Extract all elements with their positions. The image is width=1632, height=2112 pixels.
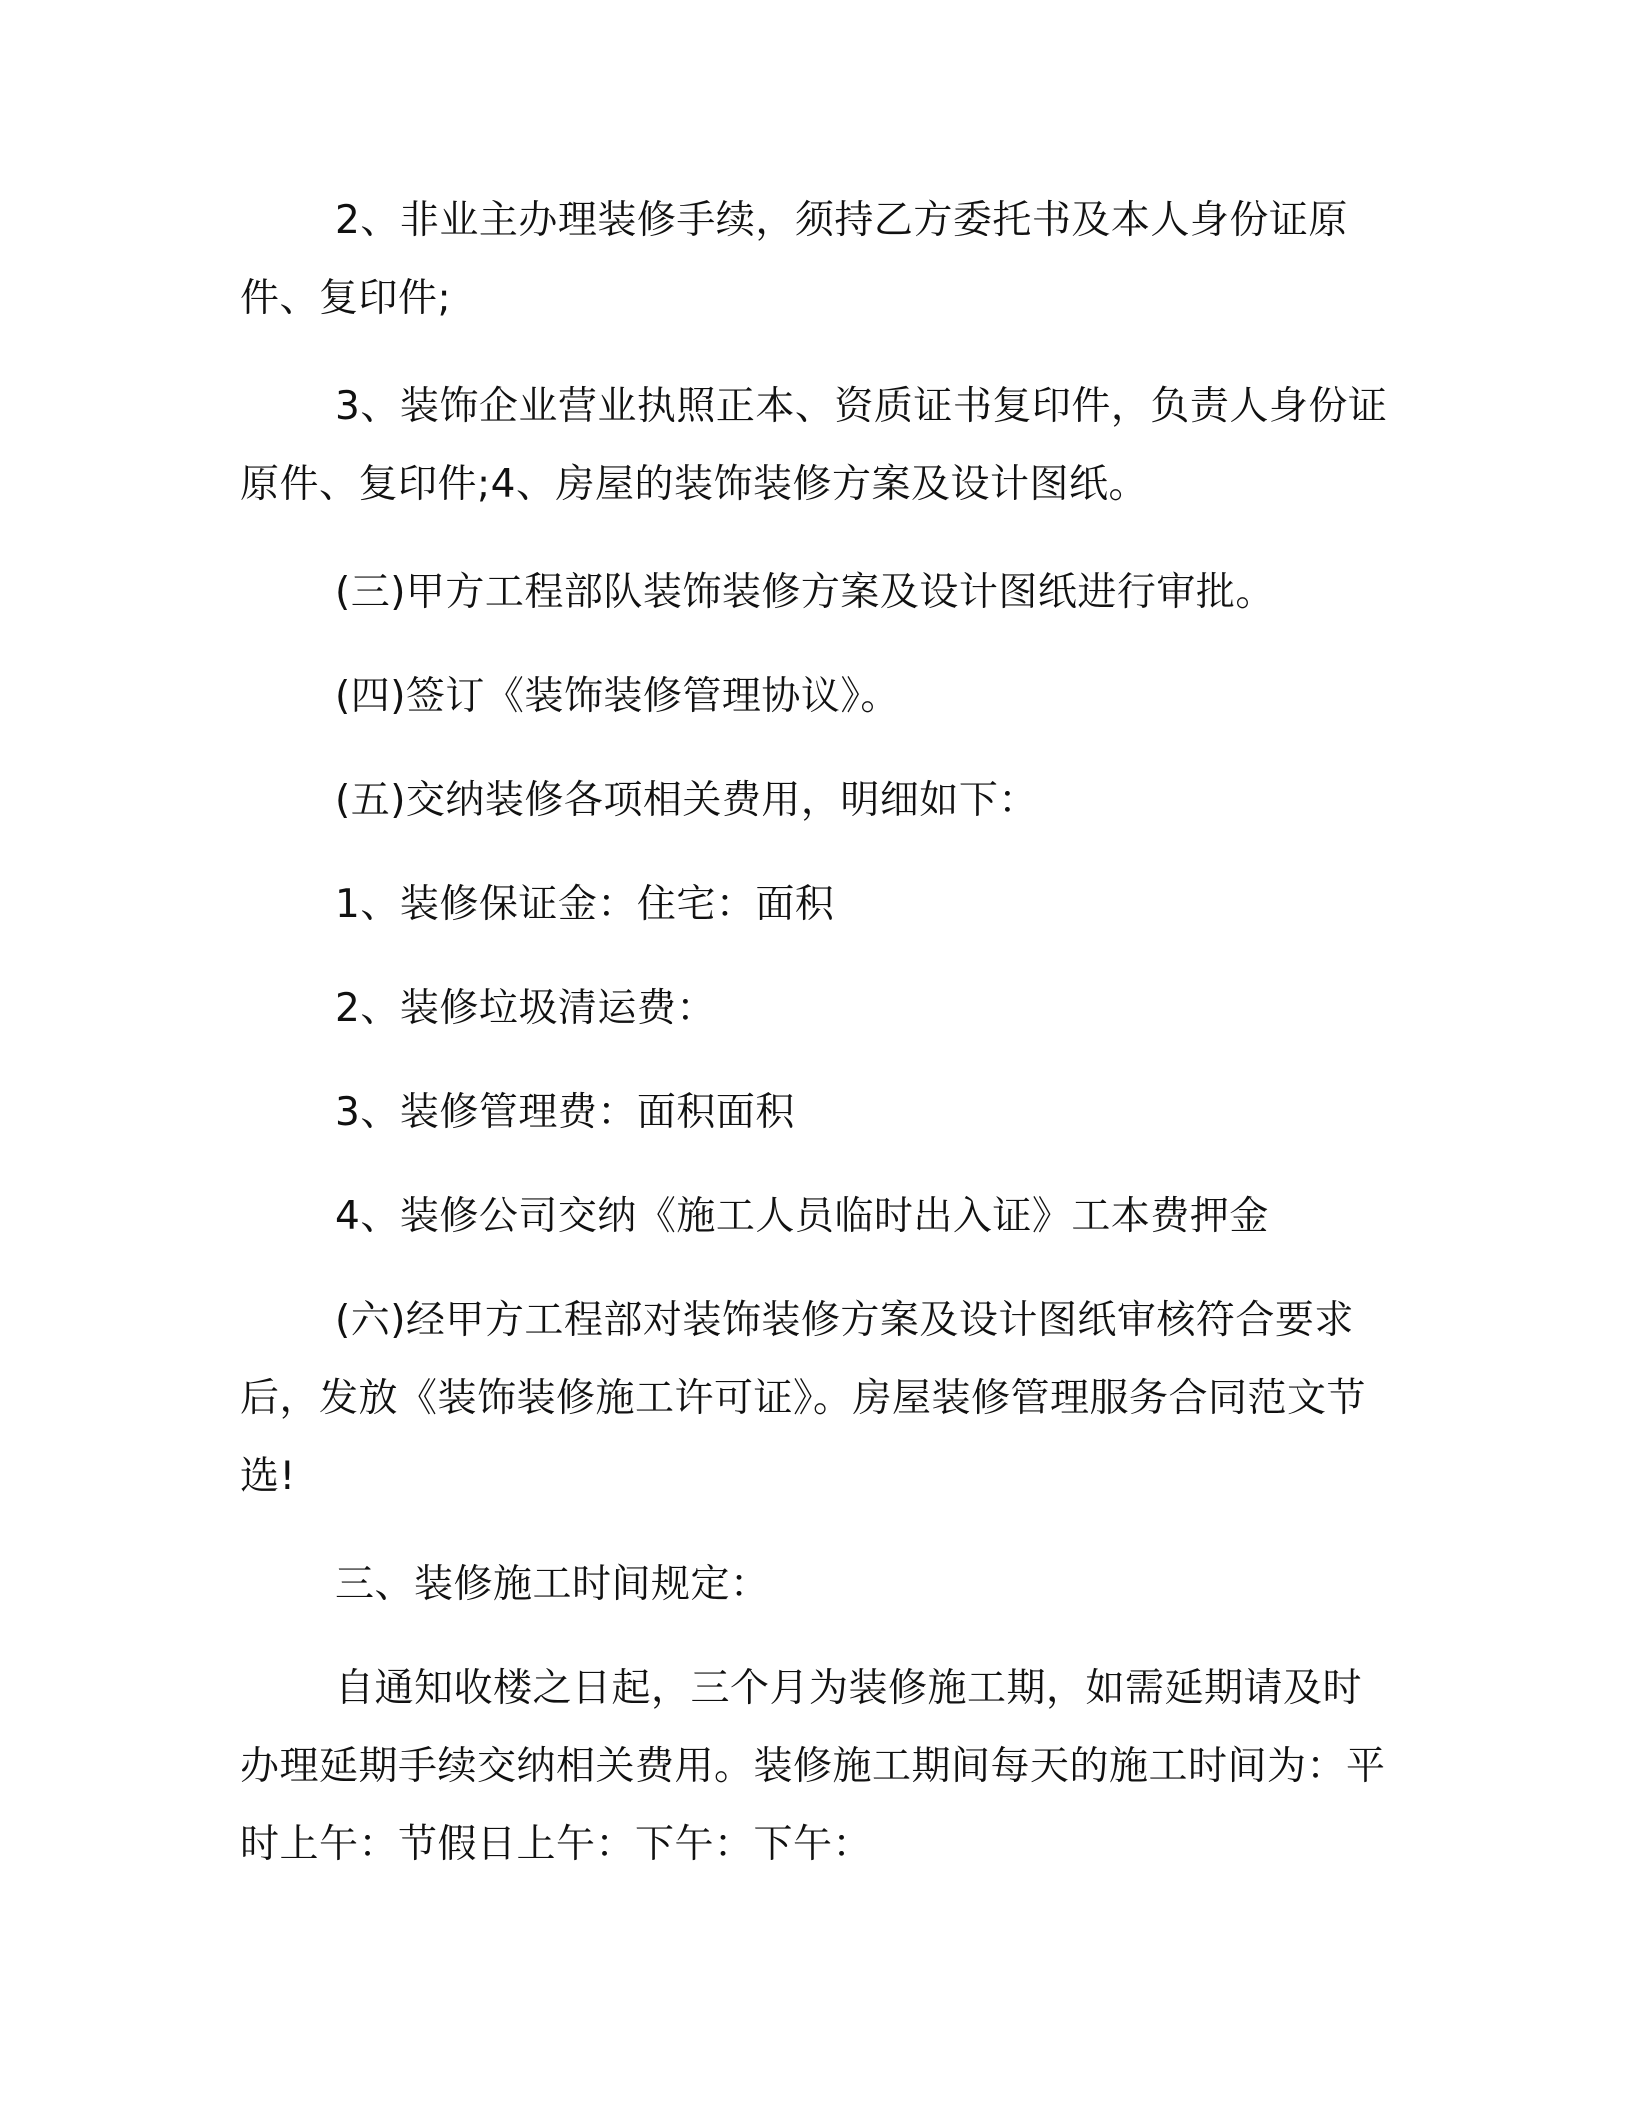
paragraph-fee-3-management: 3、装修管理费：面积面积 <box>335 1090 795 1135</box>
paragraph-section-5-fees: (五)交纳装修各项相关费用，明细如下： <box>335 778 1038 823</box>
document-body <box>240 182 1390 1914</box>
paragraph-fee-4-pass-deposit: 4、装修公司交纳《施工人员临时出入证》工本费押金 <box>335 1194 1269 1239</box>
paragraph-section-3-approval: (三)甲方工程部队装饰装修方案及设计图纸进行审批。 <box>335 570 1275 615</box>
paragraph-fee-1-deposit: 1、装修保证金：住宅：面积 <box>335 882 835 927</box>
paragraph-item-3-4-documents: 3、装饰企业营业执照正本、资质证书复印件，负责人身份证原件、复印件;4、房屋的装饰装修方案及设计图纸。 <box>240 384 1388 507</box>
paragraph-section-6-permit: (六)经甲方工程部对装饰装修方案及设计图纸审核符合要求后，发放《装饰装修施工许可证》。房屋装修管理服务合同范文节选! <box>240 1298 1367 1499</box>
paragraph-item-2-procedures: 2、非业主办理装修手续，须持乙方委托书及本人身份证原件、复印件; <box>240 198 1348 321</box>
paragraph-fee-2-cleanup: 2、装修垃圾清运费： <box>335 986 716 1031</box>
paragraph-section-4-agreement: (四)签订《装饰装修管理协议》。 <box>335 674 900 719</box>
paragraph-heading-construction-time: 三、装修施工时间规定： <box>335 1562 770 1607</box>
paragraph-construction-schedule: 自通知收楼之日起，三个月为装修施工期，如需延期请及时办理延期手续交纳相关费用。装修施工期间每天的施工时间为：平时上午：节假日上午：下午：下午： <box>240 1666 1386 1867</box>
